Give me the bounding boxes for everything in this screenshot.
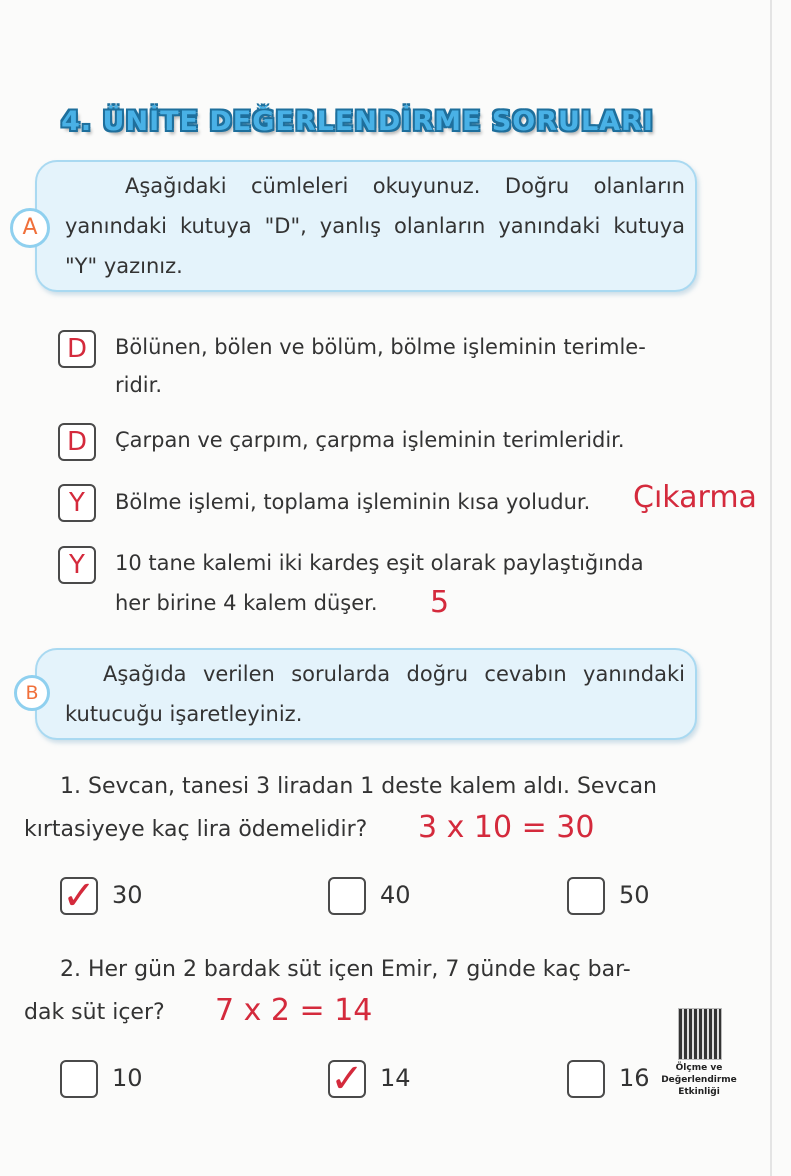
option-label: 40 bbox=[380, 881, 411, 909]
page-edge bbox=[770, 0, 772, 1176]
option-label: 10 bbox=[112, 1064, 143, 1092]
check-mark-icon: ✓ bbox=[62, 873, 96, 919]
option-checkbox[interactable] bbox=[60, 1060, 98, 1098]
answer-box[interactable]: D bbox=[58, 330, 96, 368]
section-a-badge: A bbox=[10, 208, 50, 248]
handwritten-correction: 5 bbox=[430, 585, 450, 620]
page-title: 4. ÜNİTE DEĞERLENDİRME SORULARI bbox=[61, 106, 654, 137]
option-label: 16 bbox=[619, 1064, 650, 1092]
section-a-instructions: Aşağıdaki cümleleri okuyunuz. Doğru olanların yanındaki kutuya "D", yanlış olanların yanındaki kutuya "Y" yazınız. bbox=[65, 174, 685, 278]
option-checkbox[interactable] bbox=[567, 1060, 605, 1098]
question-text: kırtasiyeye kaç lira ödemelidir? bbox=[24, 817, 368, 842]
option-checkbox[interactable] bbox=[567, 877, 605, 915]
section-a-panel bbox=[35, 160, 697, 292]
statement-text: Bölme işlemi, toplama işleminin kısa yoludur. bbox=[115, 490, 591, 514]
option-checkbox[interactable] bbox=[328, 1056, 366, 1102]
handwritten-work: 3 x 10 = 30 bbox=[418, 810, 595, 845]
section-b-panel bbox=[35, 648, 697, 740]
statement-text: 10 tane kalemi iki kardeş eşit olarak paylaştığında bbox=[115, 551, 644, 575]
section-b-badge: B bbox=[14, 675, 50, 711]
option-label: 50 bbox=[619, 881, 650, 909]
statement-text: Bölünen, bölen ve bölüm, bölme işleminin terimle- bbox=[115, 335, 646, 359]
handwritten-work: 7 x 2 = 14 bbox=[215, 993, 373, 1028]
question-text: 2. Her gün 2 bardak süt içen Emir, 7 günde kaç bar- bbox=[60, 957, 631, 982]
option-label: 14 bbox=[380, 1064, 411, 1092]
answer-box[interactable]: D bbox=[58, 423, 96, 461]
statement-text: Çarpan ve çarpım, çarpma işleminin terimleridir. bbox=[115, 428, 625, 452]
answer-box[interactable]: Y bbox=[58, 546, 96, 584]
handwritten-correction: Çıkarma bbox=[633, 480, 757, 515]
qr-code-icon[interactable] bbox=[678, 1008, 722, 1060]
check-mark-icon: ✓ bbox=[330, 1056, 364, 1102]
section-b-instructions: Aşağıda verilen sorularda doğru cevabın yanındaki kutucuğu işaretleyiniz. bbox=[65, 662, 685, 726]
qr-caption: Ölçme ve Değerlendirme Etkinliği bbox=[661, 1063, 737, 1097]
statement-text: ridir. bbox=[115, 373, 163, 397]
option-checkbox[interactable] bbox=[328, 877, 366, 915]
option-label: 30 bbox=[112, 881, 143, 909]
statement-text: her birine 4 kalem düşer. bbox=[115, 591, 378, 615]
option-checkbox[interactable] bbox=[60, 873, 98, 919]
answer-box[interactable]: Y bbox=[58, 484, 96, 522]
question-text: 1. Sevcan, tanesi 3 liradan 1 deste kalem aldı. Sevcan bbox=[60, 774, 657, 799]
question-text: dak süt içer? bbox=[24, 1000, 165, 1025]
